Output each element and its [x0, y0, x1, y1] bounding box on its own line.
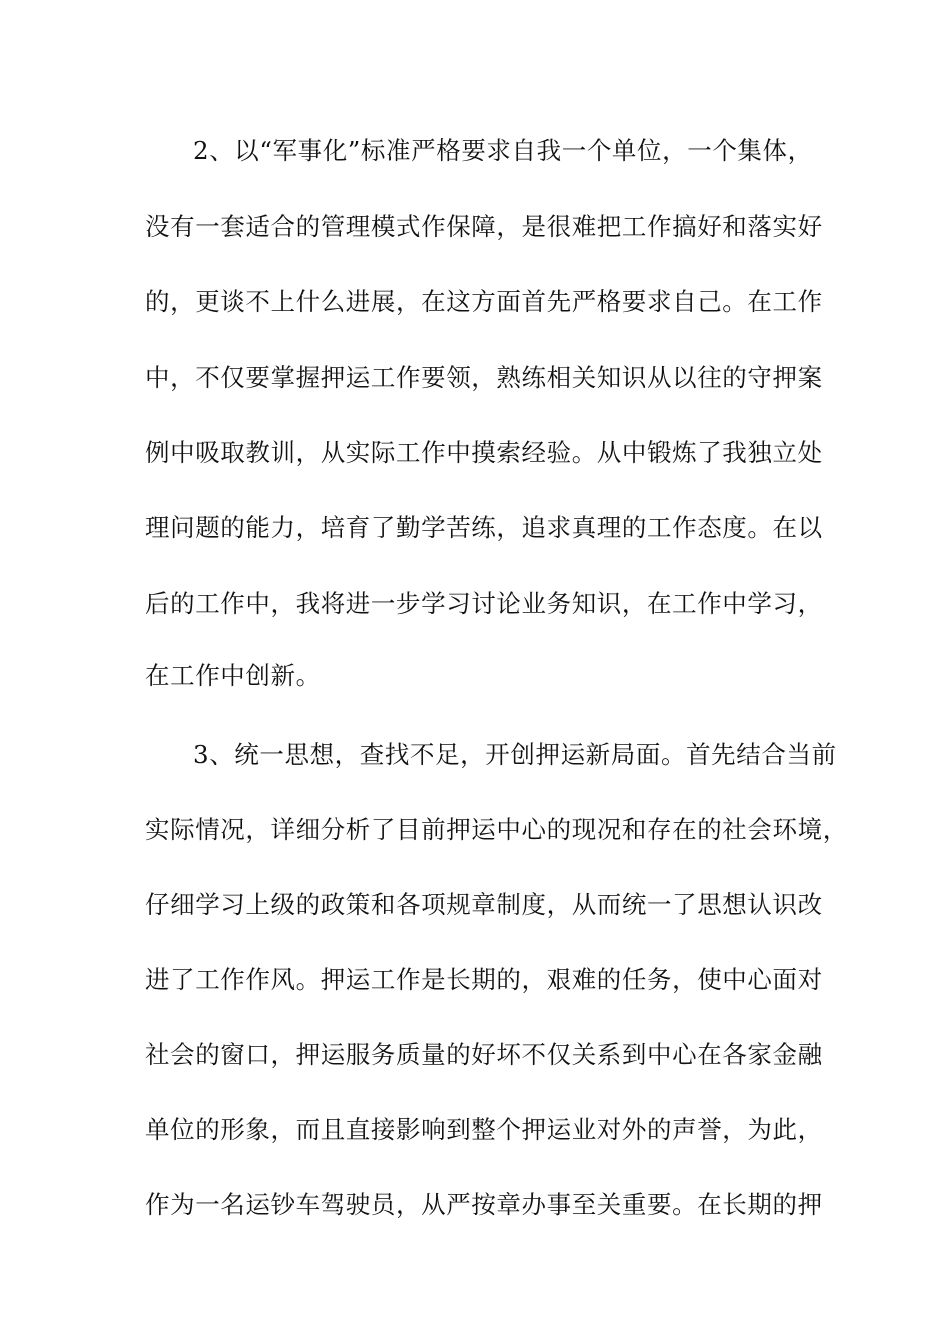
paragraph-3-line-7: 作为一名运钞车驾驶员，从严按章办事至关重要。在长期的押	[145, 1190, 823, 1219]
paragraph-2-line-1: 2、以“军事化”标准严格要求自我一个单位，一个集体，	[193, 136, 813, 165]
paragraph-3-line-5: 社会的窗口，押运服务质量的好坏不仅关系到中心在各家金融	[145, 1040, 823, 1069]
paragraph-3-line-2: 实际情况，详细分析了目前押运中心的现况和存在的社会环境，	[145, 815, 848, 844]
paragraph-2-line-8: 在工作中创新。	[145, 661, 321, 690]
paragraph-2-line-5: 例中吸取教训，从实际工作中摸索经验。从中锻炼了我独立处	[145, 438, 823, 467]
paragraph-3-line-3: 仔细学习上级的政策和各项规章制度，从而统一了思想认识改	[145, 890, 823, 919]
paragraph-3-line-1: 3、统一思想，查找不足，开创押运新局面。首先结合当前	[193, 740, 837, 769]
paragraph-2-line-3: 的，更谈不上什么进展，在这方面首先严格要求自己。在工作	[145, 287, 823, 316]
paragraph-2-line-7: 后的工作中，我将进一步学习讨论业务知识，在工作中学习，	[145, 589, 823, 618]
paragraph-2-line-6: 理问题的能力，培育了勤学苦练，追求真理的工作态度。在以	[145, 513, 823, 542]
paragraph-3-line-6: 单位的形象，而且直接影响到整个押运业对外的声誉，为此，	[145, 1115, 823, 1144]
paragraph-3-line-4: 进了工作作风。押运工作是长期的，艰难的任务，使中心面对	[145, 965, 823, 994]
paragraph-2-line-4: 中，不仅要掌握押运工作要领，熟练相关知识从以往的守押案	[145, 363, 823, 392]
paragraph-2-line-2: 没有一套适合的管理模式作保障，是很难把工作搞好和落实好	[145, 212, 823, 241]
